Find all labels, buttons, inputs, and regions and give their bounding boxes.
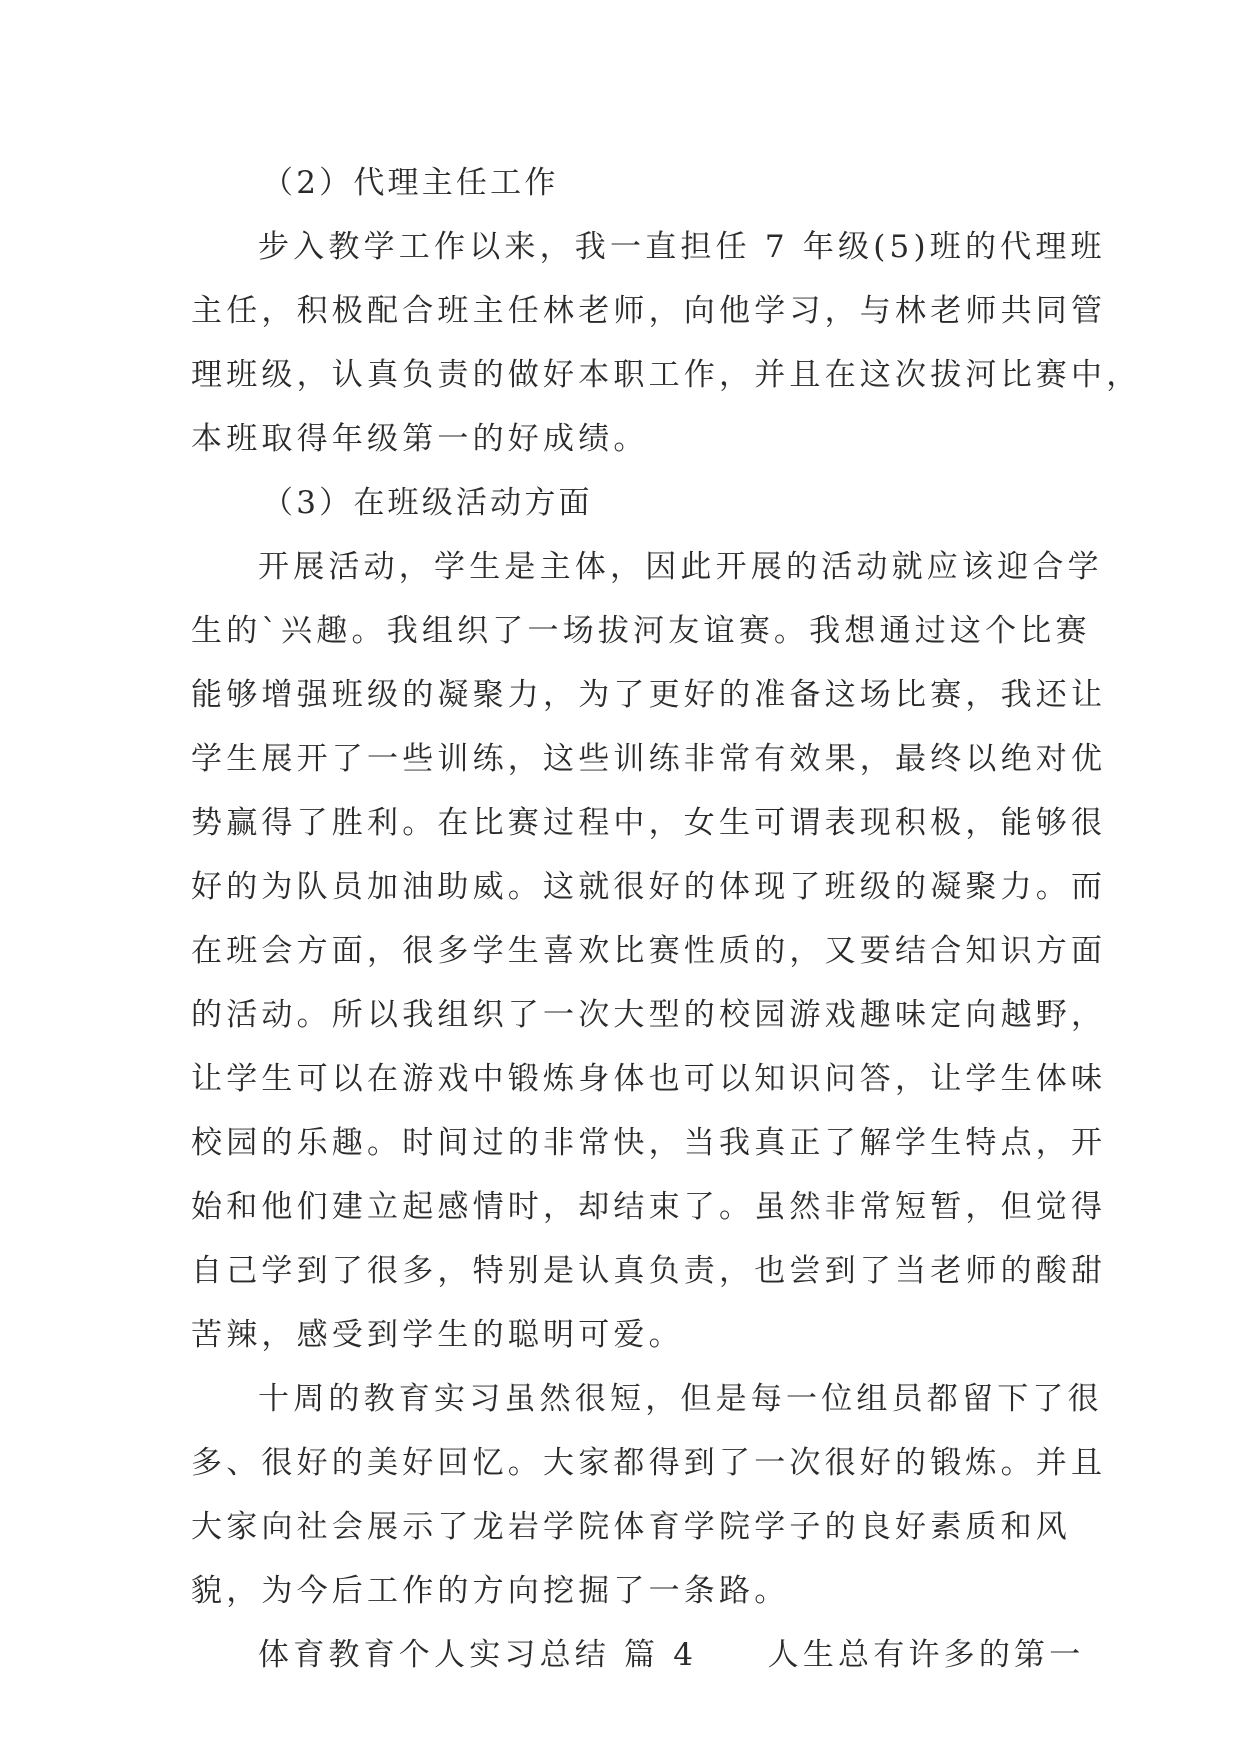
paragraph-line: 生的`兴趣。我组织了一场拔河友谊赛。我想通过这个比赛 [191,613,1091,649]
paragraph-line: 多、很好的美好回忆。大家都得到了一次很好的锻炼。并且 [191,1445,1107,1481]
paragraph-line: 大家向社会展示了龙岩学院体育学院学子的良好素质和风 [191,1509,1071,1545]
section-heading-acting-head-teacher: （2）代理主任工作 [262,165,559,201]
paragraph-line: 在班会方面，很多学生喜欢比赛性质的，又要结合知识方面 [191,933,1107,969]
paragraph-line: 理班级，认真负责的做好本职工作，并且在这次拔河比赛中， [191,357,1142,393]
paragraph-line: 十周的教育实习虽然很短，但是每一位组员都留下了很 [258,1381,1103,1417]
paragraph-line: 自己学到了很多，特别是认真负责，也尝到了当老师的酸甜 [191,1253,1107,1289]
paragraph-line: 开展活动，学生是主体，因此开展的活动就应该迎合学 [258,549,1103,585]
paragraph-line: 学生展开了一些训练，这些训练非常有效果，最终以绝对优 [191,741,1107,777]
paragraph-line: 让学生可以在游戏中锻炼身体也可以知识问答，让学生体味 [191,1061,1107,1097]
paragraph-line: 的活动。所以我组织了一次大型的校园游戏趣味定向越野， [191,997,1107,1033]
section-title-line: 体育教育个人实习总结 篇 4 人生总有许多的第一 [258,1637,1085,1673]
paragraph-line: 始和他们建立起感情时，却结束了。虽然非常短暂，但觉得 [191,1189,1107,1225]
paragraph-line: 校园的乐趣。时间过的非常快，当我真正了解学生特点，开 [191,1125,1107,1161]
paragraph-line: 貌，为今后工作的方向挖掘了一条路。 [191,1573,790,1609]
paragraph-line: 苦辣，感受到学生的聪明可爱。 [191,1317,684,1353]
paragraph-line: 好的为队员加油助威。这就很好的体现了班级的凝聚力。而 [191,869,1107,905]
paragraph-line: 步入教学工作以来，我一直担任 7 年级(5)班的代理班 [258,229,1106,265]
paragraph-line: 主任，积极配合班主任林老师，向他学习，与林老师共同管 [191,293,1107,329]
section-heading-class-activities: （3）在班级活动方面 [262,485,593,521]
paragraph-line: 本班取得年级第一的好成绩。 [191,421,649,457]
paragraph-line: 能够增强班级的凝聚力，为了更好的准备这场比赛，我还让 [191,677,1107,713]
paragraph-line: 势赢得了胜利。在比赛过程中，女生可谓表现积极，能够很 [191,805,1107,841]
